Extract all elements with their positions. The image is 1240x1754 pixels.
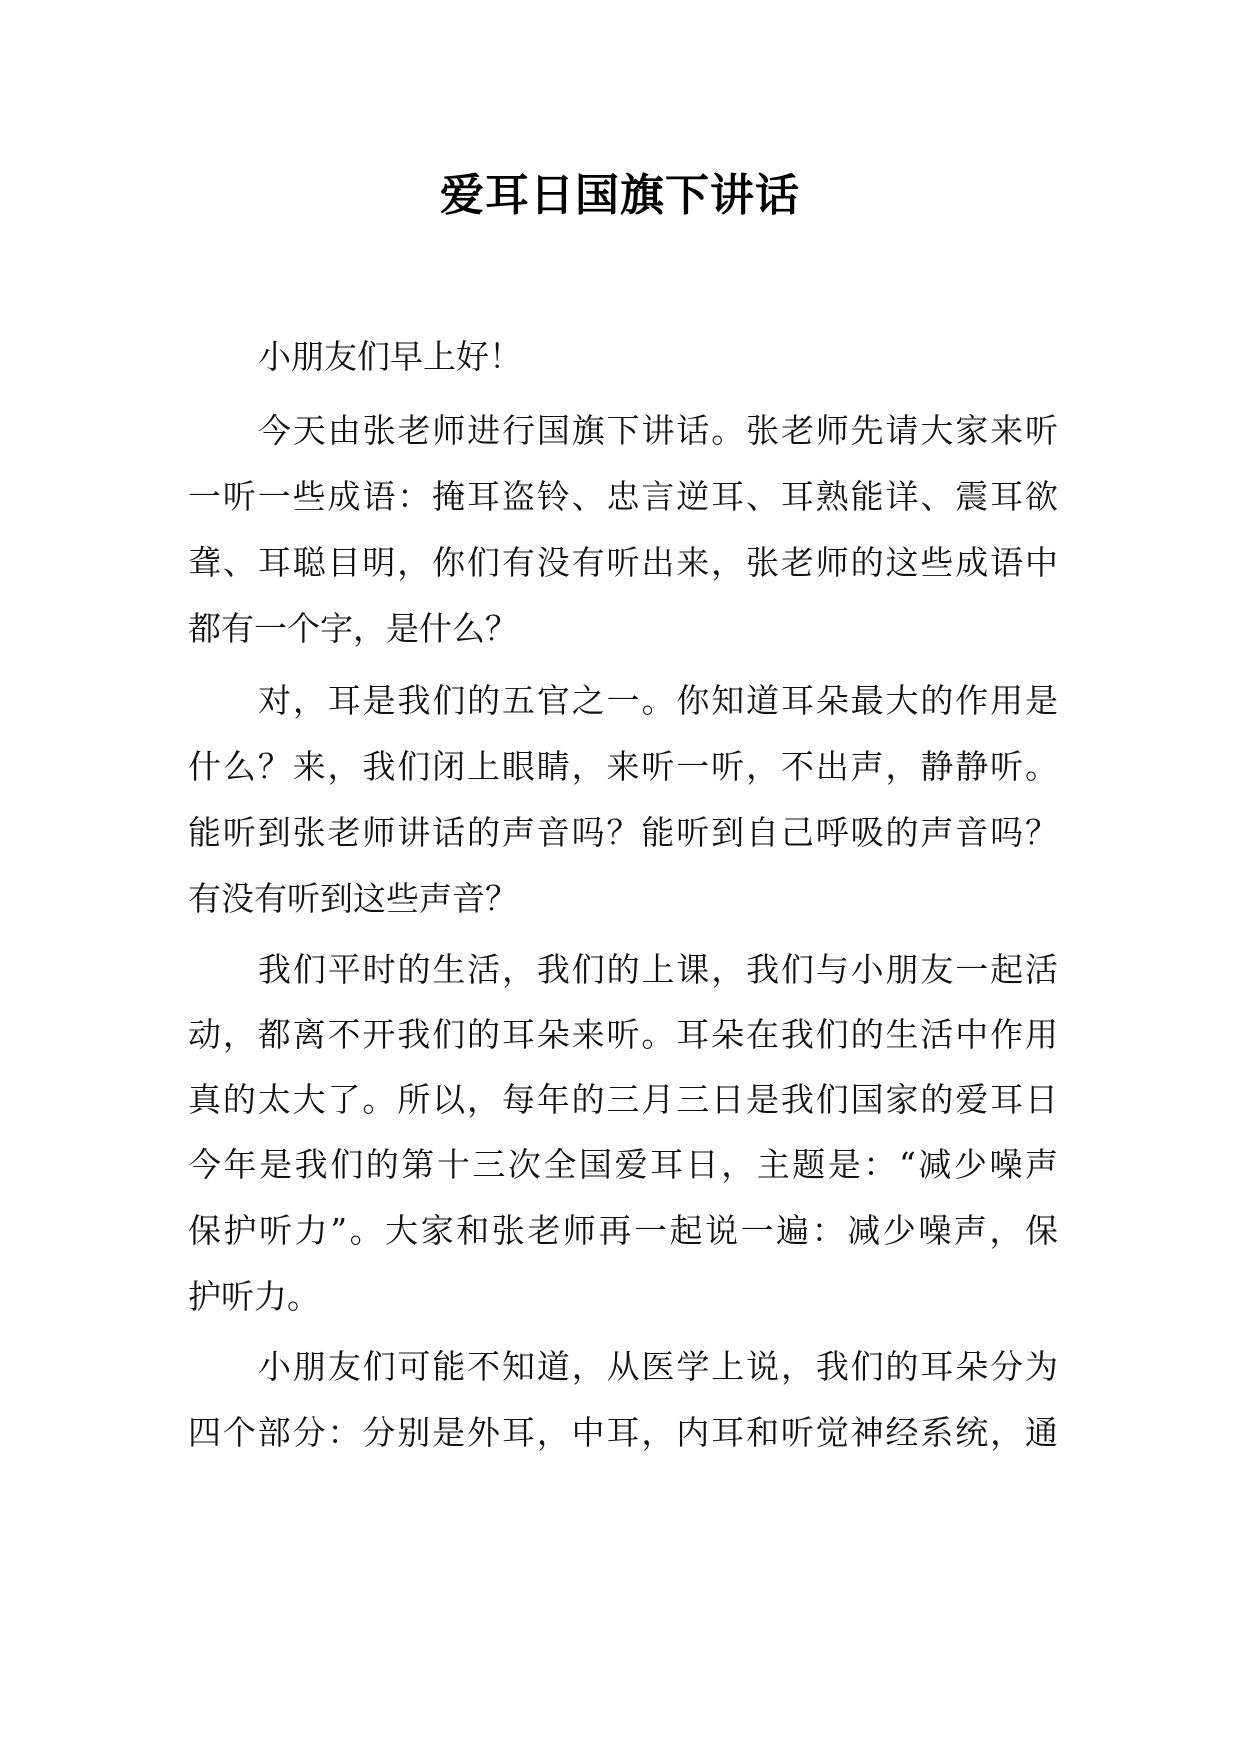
paragraph-3-line-3: 能听到张老师讲话的声音吗？能听到自己呼吸的声音吗？ xyxy=(188,813,1058,852)
document-title: 爱耳日国旗下讲话 xyxy=(440,170,800,221)
paragraph-1-line-1: 小朋友们早上好！ xyxy=(258,337,522,376)
paragraph-4-line-5: 保护听力”。大家和张老师再一起说一遍：减少噪声，保 xyxy=(188,1211,1058,1250)
paragraph-4-line-6: 护听力。 xyxy=(188,1277,320,1316)
paragraph-4-line-2: 动，都离不开我们的耳朵来听。耳朵在我们的生活中作用 xyxy=(188,1015,1058,1054)
paragraph-2-line-3: 聋、耳聪目明，你们有没有听出来，张老师的这些成语中 xyxy=(188,543,1058,582)
paragraph-3-line-2: 什么？来，我们闭上眼睛，来听一听，不出声，静静听。 xyxy=(188,747,1058,786)
paragraph-2-line-1: 今天由张老师进行国旗下讲话。张老师先请大家来听 xyxy=(258,411,1058,450)
paragraph-4-line-3: 真的太大了。所以，每年的三月三日是我们国家的爱耳日 xyxy=(188,1080,1058,1119)
paragraph-4-line-1: 我们平时的生活，我们的上课，我们与小朋友一起活 xyxy=(258,950,1058,989)
paragraph-5-line-1: 小朋友们可能不知道，从医学上说，我们的耳朵分为 xyxy=(258,1347,1058,1386)
paragraph-3-line-1: 对，耳是我们的五官之一。你知道耳朵最大的作用是 xyxy=(258,681,1058,720)
paragraph-4-line-4: 今年是我们的第十三次全国爱耳日，主题是：“减少噪声 xyxy=(188,1145,1058,1184)
paragraph-3-line-4: 有没有听到这些声音？ xyxy=(188,879,518,918)
paragraph-2-line-4: 都有一个字，是什么？ xyxy=(188,609,518,648)
paragraph-2-line-2: 一听一些成语：掩耳盗铃、忠言逆耳、耳熟能详、震耳欲 xyxy=(188,477,1058,516)
paragraph-5-line-2: 四个部分：分别是外耳，中耳，内耳和听觉神经系统，通 xyxy=(188,1413,1058,1452)
